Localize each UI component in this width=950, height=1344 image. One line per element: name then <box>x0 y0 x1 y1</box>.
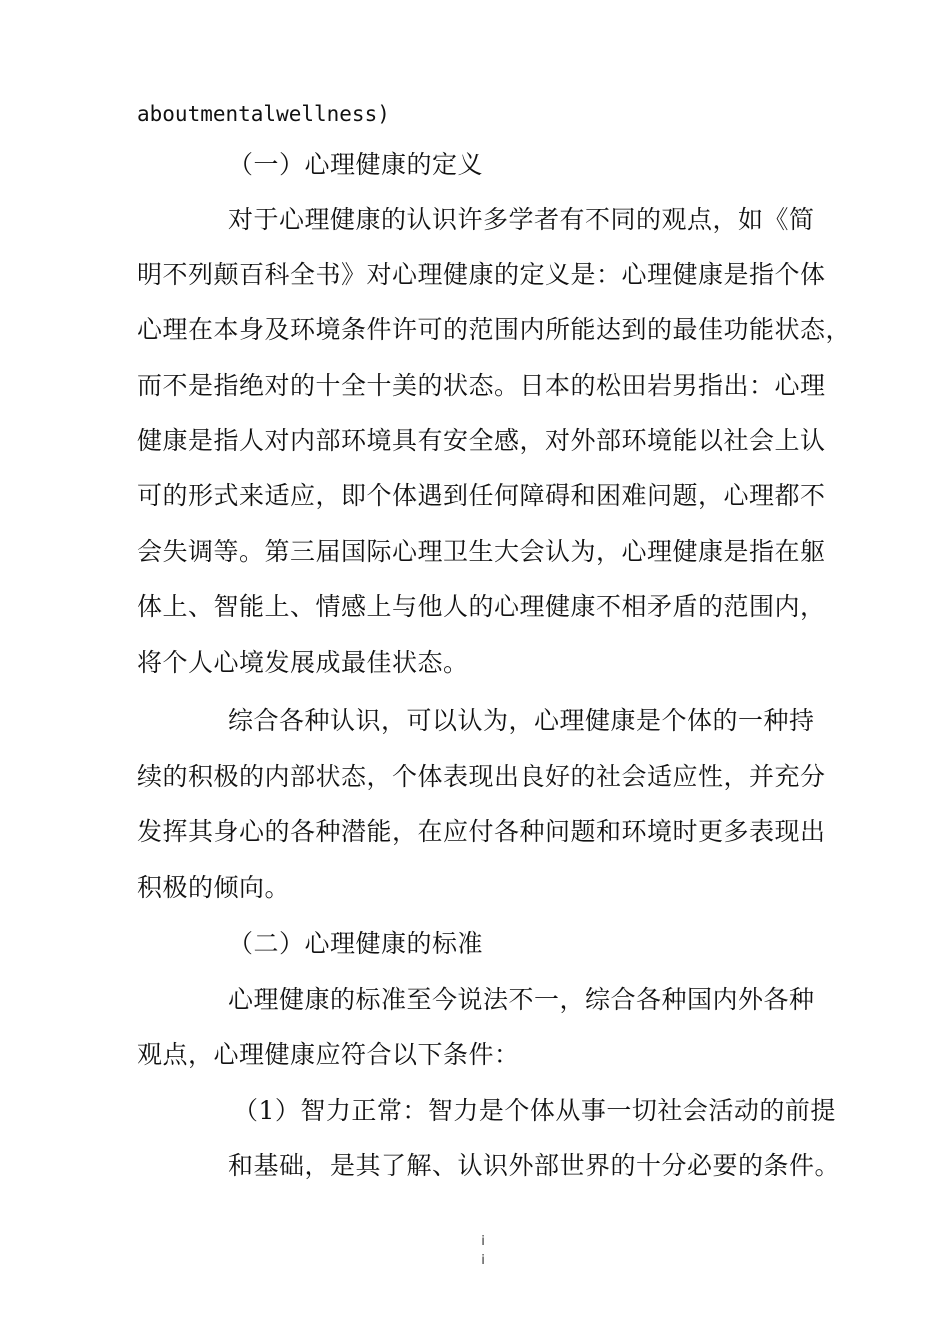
section-heading: （二）心理健康的标准 <box>228 929 484 958</box>
page-number <box>478 1232 488 1270</box>
text-line: 对于心理健康的认识许多学者有不同的观点，如《简 <box>228 205 815 234</box>
text-line: 综合各种认识，可以认为，心理健康是个体的一种持 <box>228 706 815 735</box>
list-item-text: （1）智力正常：智力是个体从事一切社会活动的前提 <box>233 1096 836 1125</box>
text-line: 续的积极的内部状态，个体表现出良好的社会适应性，并充分 <box>137 762 826 791</box>
text-line: 心理在本身及环境条件许可的范围内所能达到的最佳功能状态， <box>137 315 852 344</box>
text-line: 会失调等。第三届国际心理卫生大会认为，心理健康是指在躯 <box>137 537 826 566</box>
text-line: 明不列颠百科全书》对心理健康的定义是：心理健康是指个体 <box>137 260 826 289</box>
text-line: 将个人心境发展成最佳状态。 <box>137 648 469 677</box>
page-number-glyph: i <box>481 1234 485 1249</box>
section-heading: （一）心理健康的定义 <box>228 150 484 179</box>
text-line: 心理健康的标准至今说法不一，综合各种国内外各种 <box>228 985 815 1014</box>
page-number-glyph: i <box>481 1253 485 1268</box>
text-line: 体上、智能上、情感上与他人的心理健康不相矛盾的范围内， <box>137 592 826 621</box>
list-item-text: 和基础，是其了解、认识外部世界的十分必要的条件。 <box>228 1151 841 1180</box>
text-line: 而不是指绝对的十全十美的状态。日本的松田岩男指出：心理 <box>137 371 826 400</box>
text-line: 发挥其身心的各种潜能，在应付各种问题和环境时更多表现出 <box>137 817 826 846</box>
text-line: 可的形式来适应，即个体遇到任何障碍和困难问题，心理都不 <box>137 481 826 510</box>
text-line: 积极的倾向。 <box>137 873 291 902</box>
text-line: 观点，心理健康应符合以下条件： <box>137 1040 520 1069</box>
text-line: 健康是指人对内部环境具有安全感，对外部环境能以社会上认 <box>137 426 826 455</box>
text-line: aboutmentalwellness) <box>137 102 390 126</box>
